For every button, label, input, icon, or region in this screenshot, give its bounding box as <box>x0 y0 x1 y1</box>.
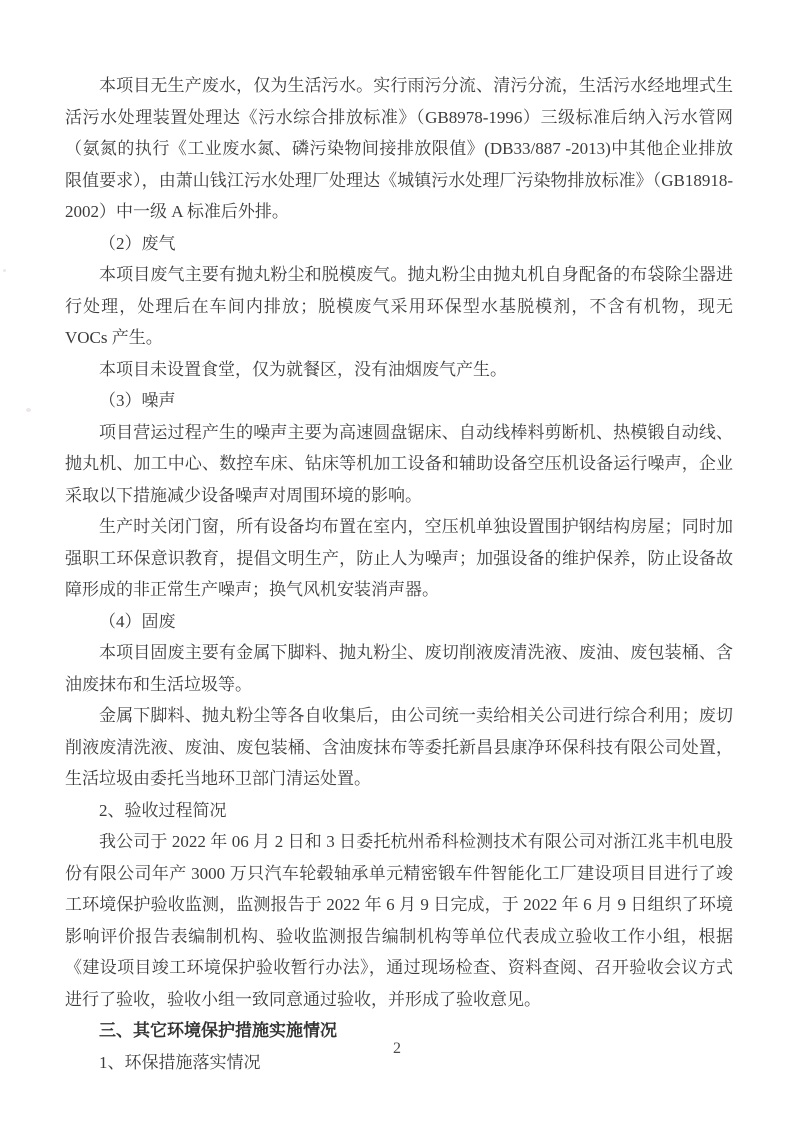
paragraph-13: 三、其它环境保护措施实施情况 <box>99 1021 337 1040</box>
paragraph-10: 金属下脚料、抛丸粉尘等各自收集后，由公司统一卖给相关公司进行综合利用；废切削液废清洗液、废油、废包装桶、含油废抹布等委托新昌县康净环保科技有限公司处置，生活垃圾由委托当地环卫部门清运处置。 <box>65 706 733 788</box>
paragraph-9: 本项目固废主要有金属下脚料、抛丸粉尘、废切削液废清洗液、废油、废包装桶、含油废抹布和生活垃圾等。 <box>65 643 733 694</box>
paragraph-7: 生产时关闭门窗，所有设备均布置在室内，空压机单独设置围护钢结构房屋；同时加强职工环保意识教育，提倡文明生产，防止人为噪声；加强设备的维护保养，防止设备故障形成的非正常生产噪声；换气风机安装消声器。 <box>65 517 733 599</box>
document-body <box>65 70 733 1078</box>
paragraph-2: （2）废气 <box>99 233 176 253</box>
paragraph-14: 1、环保措施落实情况 <box>99 1052 261 1072</box>
scan-artifact <box>3 269 6 272</box>
paragraph-5: （3）噪声 <box>99 391 176 410</box>
paragraph-1: 本项目无生产废水，仅为生活污水。实行雨污分流、清污分流，生活污水经地埋式生活污水处理装置处理达《污水综合排放标准》（GB8978-1996）三级标准后纳入污水管网（氨氮的执行《工业废水氮、磷污染物间接排放限值》(DB33/887 -2013)中其他企业排放限值要求），由萧山钱江污水处理厂处理达《城镇污水处理厂污染物排放标准》（GB18918-2002）中一级 A 标准后外排。 <box>65 76 733 221</box>
paragraph-11: 2、验收过程简况 <box>99 800 227 820</box>
page-number: 2 <box>393 1040 401 1057</box>
paragraph-12: 我公司于 2022 年 06 月 2 日和 3 日委托杭州希科检测技术有限公司对浙江兆丰机电股份有限公司年产 3000 万只汽车轮毂轴承单元精密锻车件智能化工厂建设项目目进行了竣工环境保护验收监测，监测报告于 2022 年 6 月 9 日完成，于 2022 年 6 月 9 日组织了环境影响评价报告表编制机构、验收监测报告编制机构等单位代表成立验收工作小组，根据《建设项目竣工环境保护验收暂行办法》，通过现场检查、资料查阅、召开验收会议方式进行了验收，验收小组一致同意通过验收，并形成了验收意见。 <box>65 832 733 1009</box>
paragraph-6: 项目营运过程产生的噪声主要为高速圆盘锯床、自动线棒料剪断机、热模锻自动线、抛丸机、加工中心、数控车床、钻床等机加工设备和辅助设备空压机设备运行噪声，企业采取以下措施减少设备噪声对周围环境的影响。 <box>65 422 733 505</box>
paragraph-8: （4）固废 <box>99 611 176 631</box>
scan-artifact <box>26 408 31 412</box>
paragraph-4: 本项目未设置食堂，仅为就餐区，没有油烟废气产生。 <box>99 359 507 379</box>
paragraph-3: 本项目废气主要有抛丸粉尘和脱模废气。抛丸粉尘由抛丸机自身配备的布袋除尘器进行处理，处理后在车间内排放；脱模废气采用环保型水基脱模剂，不含有机物，现无 VOCs 产生。 <box>65 265 733 347</box>
